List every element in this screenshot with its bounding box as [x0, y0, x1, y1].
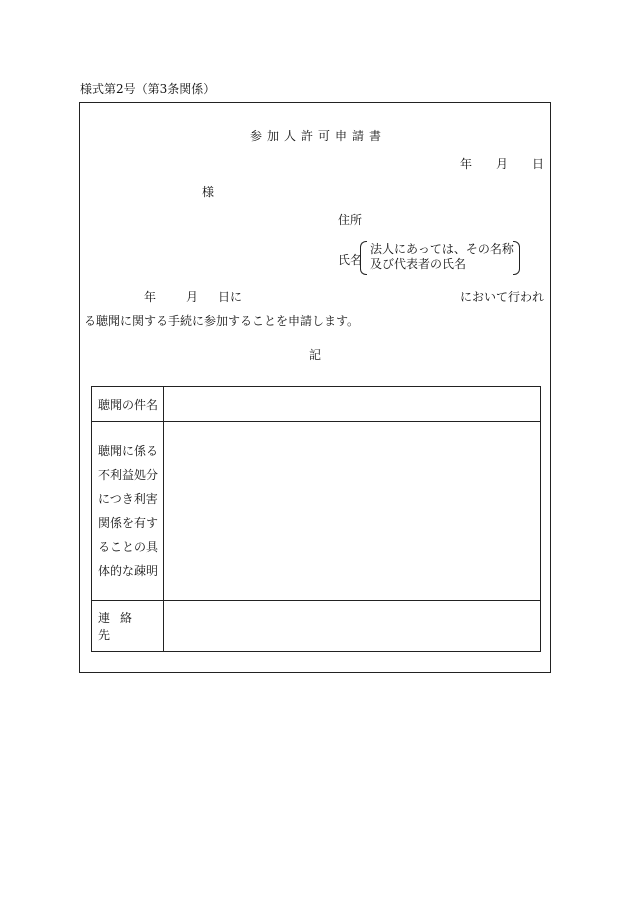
paragraph-date [144, 288, 242, 305]
date-day: 日 [531, 157, 544, 171]
row-value-case-name[interactable] [164, 387, 541, 422]
addressee-suffix: 様 [202, 185, 215, 199]
row-label-case-name: 聴聞の件名 [92, 387, 164, 422]
name-label: 氏名 [338, 253, 363, 267]
paragraph-month: 月 [186, 290, 199, 304]
row-value-contact[interactable] [164, 601, 541, 652]
date-year: 年 [459, 157, 472, 171]
name-note-bracket [360, 241, 520, 275]
details-table [91, 386, 541, 652]
name-note [370, 242, 514, 272]
table-row [92, 422, 541, 601]
date-line [460, 155, 544, 172]
row-label-contact: 連絡先 [92, 601, 164, 652]
bracket-right [513, 241, 520, 275]
table-row [92, 601, 541, 652]
row-label-justification: 聴聞に係る不利益処分につき利害関係を有することの具体的な疎明 [92, 422, 164, 601]
table-row [92, 387, 541, 422]
paragraph-line2: る聴聞に関する手続に参加することを申請します。 [84, 314, 360, 328]
paragraph-day: 日に [218, 290, 243, 304]
form-title: 参加人許可申請書 [250, 129, 387, 143]
paragraph-place-suffix: において行われ [459, 290, 544, 304]
form-frame [79, 102, 551, 673]
paragraph-year: 年 [144, 290, 157, 304]
date-month: 月 [495, 157, 508, 171]
ki-heading: 記 [308, 348, 321, 362]
name-note-line2: 及び代表者の氏名 [370, 257, 467, 271]
bracket-left [360, 241, 367, 275]
row-value-justification[interactable] [164, 422, 541, 601]
address-label: 住所 [338, 213, 363, 227]
name-note-line1: 法人にあっては、その名称 [370, 242, 514, 256]
form-number: 様式第2号（第3条関係） [80, 82, 216, 96]
